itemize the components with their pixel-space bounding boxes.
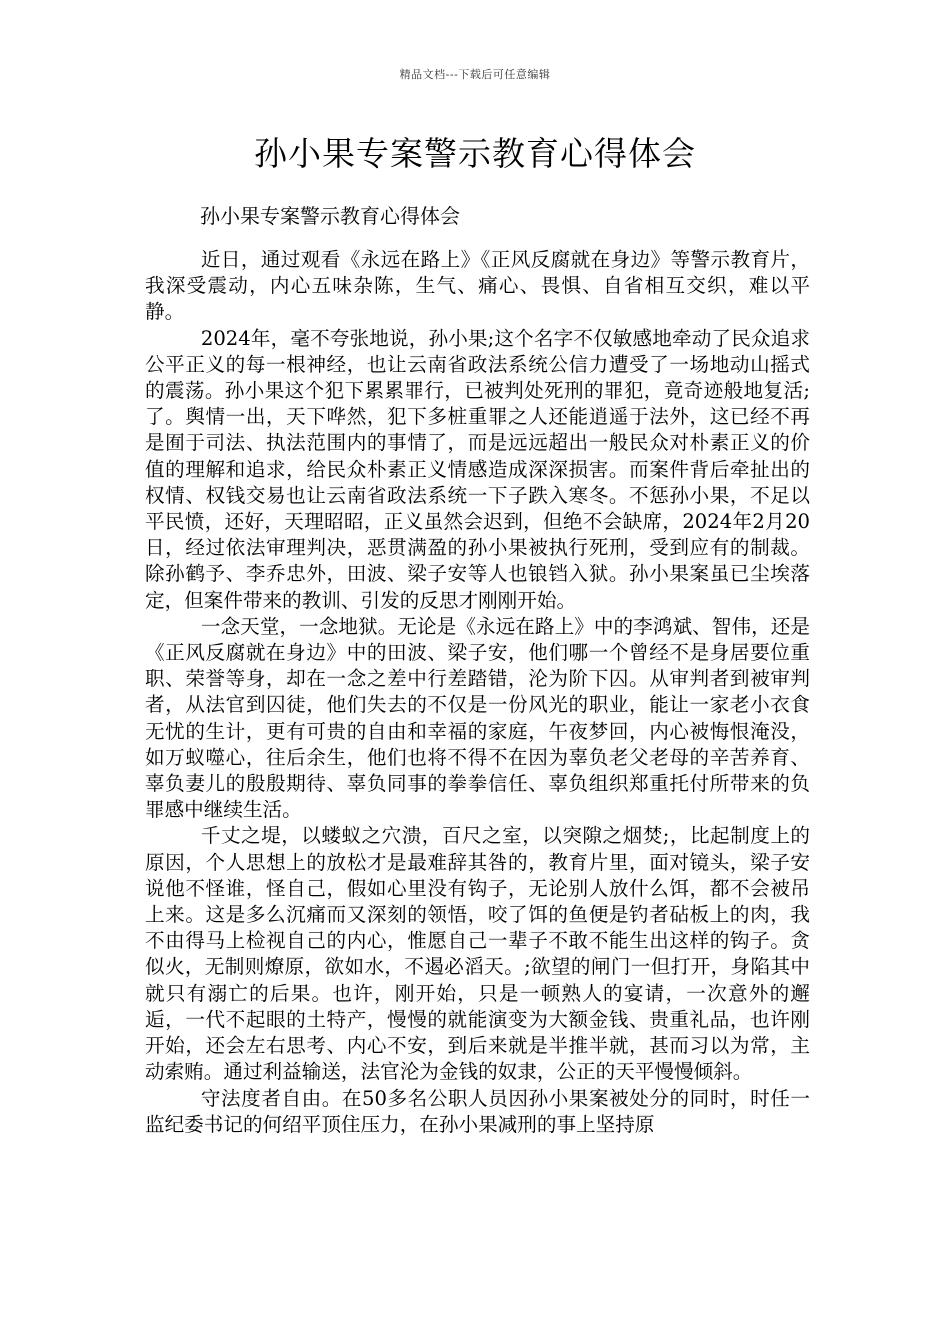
paragraph-4: 千丈之堤，以蝼蚁之穴溃，百尺之室，以突隙之烟焚;，比起制度上的原因，个人思想上的放松才是最难辞其咎的，教育片里，面对镜头，梁子安说他不怪谁，怪自己，假如心里没有钩子，无论别人放什么饵，都不会被吊上来。这是多么沉痛而又深刻的领悟，咬了饵的鱼便是钓者砧板上的肉，我不由得马上检视自己的内心，惟愿自己一辈子不敢不能生出这样的钩子。贪似火，无制则燎原，欲如水，不遏必滔天。;欲望的闸门一但打开，身陷其中就只有溺亡的后果。也许，刚开始，只是一顿熟人的宴请，一次意外的邂逅，一代不起眼的土特产，慢慢的就能演变为大额金钱、贵重礼品，也许刚开始，还会左右思考、内心不安，到后来就是半推半就，甚而习以为常，主动索贿。通过利益输送，法官沦为金钱的奴隶，公正的天平慢慢倾斜。 xyxy=(145,824,810,1084)
page-header-note: 精品文档---下载后可任意编辑 xyxy=(399,68,551,81)
paragraph-3: 一念天堂，一念地狱。无论是《永远在路上》中的李鸿斌、智伟，还是《正风反腐就在身边》中的田波、梁子安，他们哪一个曾经不是身居要位重职、荣誉等身，却在一念之差中行差踏错，沦为阶下囚。从审判者到被审判者，从法官到囚徒，他们失去的不仅是一份风光的职业，能让一家老小衣食无忧的生计，更有可贵的自由和幸福的家庭，午夜梦回，内心被悔恨淹没，如万蚁噬心，往后余生，他们也将不得不在因为辜负老父老母的辛苦养育、辜负妻儿的殷殷期待、辜负同事的拳拳信任、辜负组织郑重托付所带来的负罪感中继续生活。 xyxy=(145,614,810,822)
paragraph-2: 2024年，毫不夸张地说，孙小果;这个名字不仅敏感地牵动了民众追求公平正义的每一根神经，也让云南省政法系统公信力遭受了一场地动山摇式的震荡。孙小果这个犯下累累罪行，已被判处死刑的罪犯，竟奇迹般地复活;了。舆情一出，天下哗然，犯下多桩重罪之人还能逍遥于法外，这已经不再是囿于司法、执法范围内的事情了，而是远远超出一般民众对朴素正义的价值的理解和追求，给民众朴素正义情感造成深深损害。而案件背后牵扯出的权情、权钱交易也让云南省政法系统一下子跌入寒冬。不惩孙小果，不足以平民愤，还好，天理昭昭，正义虽然会迟到，但绝不会缺席，2024年2月20日，经过依法审理判决，恶贯满盈的孙小果被执行死刑，受到应有的制裁。除孙鹤予、李乔忠外，田波、梁子安等人也锒铛入狱。孙小果案虽已尘埃落定，但案件带来的教训、引发的反思才刚刚开始。 xyxy=(145,326,810,612)
document-subtitle: 孙小果专案警示教育心得体会 xyxy=(200,204,460,228)
document-title: 孙小果专案警示教育心得体会 xyxy=(254,134,696,173)
document-body xyxy=(145,247,810,1138)
paragraph-5: 守法度者自由。在50多名公职人员因孙小果案被处分的同时，时任一监纪委书记的何绍平顶住压力，在孙小果减刑的事上坚持原 xyxy=(145,1086,810,1136)
paragraph-1: 近日，通过观看《永远在路上》《正风反腐就在身边》等警示教育片，我深受震动，内心五味杂陈，生气、痛心、畏惧、自省相互交织，难以平静。 xyxy=(145,248,810,324)
